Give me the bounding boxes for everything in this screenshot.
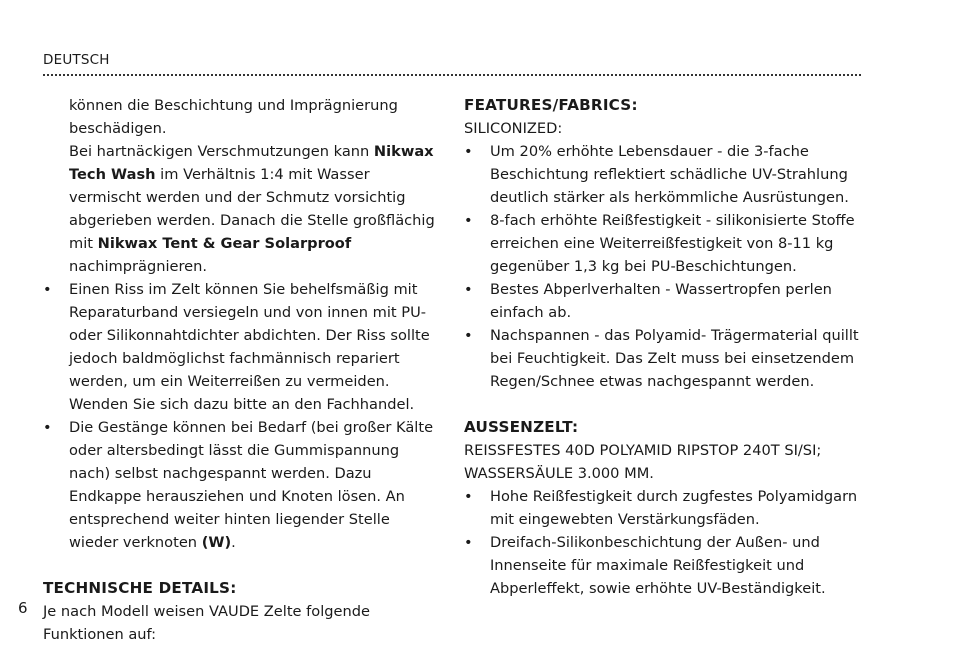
list-item-text: Die Gestänge können bei Bedarf (bei großer Kälte oder altersbedingt lässt die Gummispannung nach) selbst nachgespannt werden. Dazu Endkappe herausziehen und Knoten lösen. An entsprechend weiter hinten liegender Stelle wieder verknoten [69,419,434,551]
intro-line-2: beschädigen. [69,120,167,137]
spacer [43,554,443,577]
figure-reference: (W) [201,534,232,551]
tech-details-heading: TECHNISCHE DETAILS: [43,579,237,597]
list-item [464,278,864,324]
cleaning-text-end: nachimprägnieren. [69,258,208,275]
page-number: 6 [18,599,28,617]
list-item [464,531,864,600]
list-item [464,485,864,531]
brand-tech-wash: Nikwax Tech Wash [69,143,434,183]
siliconized-label: SILICONIZED: [464,120,563,137]
aussenzelt-list [464,485,864,600]
tech-details-text: Je nach Modell weisen VAUDE Zelte folgende Funktionen auf: [43,603,371,643]
list-item-text: Hohe Reißfestigkeit durch zugfestes Polyamidgarn mit eingewebten Verstärkungsfäden. [490,488,858,528]
features-heading: FEATURES/FABRICS: [464,96,638,114]
list-item-text: Dreifach-Silikonbeschichtung der Außen- und Innenseite für maximale Reißfestigkeit und Abperleffekt, sowie erhöhte UV-Beständigkeit. [490,534,826,597]
list-item-text: Nachspannen - das Polyamid- Trägermaterial quillt bei Feuchtigkeit. Das Zelt muss bei einsetzendem Regen/Schnee etwas nachgespannt werden. [490,327,859,390]
cleaning-text-middle: im Verhältnis 1:4 mit Wasser vermischt werden und der Schmutz vorsichtig abgerieben werden. Danach die Stelle großflächig mit [69,166,435,252]
aussenzelt-spec-1: REISSFESTES 40D POLYAMID RIPSTOP 240T SI/SI; [464,442,822,459]
list-item-text: Um 20% erhöhte Lebensdauer - die 3-fache Beschichtung reflektiert schädliche UV-Strahlung deutlich stärker als herkömmliche Ausrüstungen. [490,143,849,206]
dotted-divider [43,74,861,76]
intro-line-1: können die Beschichtung und Imprägnierung [69,97,398,114]
list-item [464,209,864,278]
list-item-text: Bestes Abperlverhalten - Wassertropfen perlen einfach ab. [490,281,832,321]
aussenzelt-heading: AUSSENZELT: [464,418,579,436]
cleaning-paragraph [43,140,443,278]
brand-solarproof: Nikwax Tent & Gear Solarproof [97,235,352,252]
cleaning-text-start: Bei hartnäckigen Verschmutzungen kann [69,143,374,160]
intro-paragraph [43,94,443,140]
aussenzelt-spec-2: WASSERSÄULE 3.000 MM. [464,465,654,482]
list-item [464,324,864,393]
list-item-text-end: . [231,534,236,551]
right-column [464,94,864,600]
siliconized-list [464,140,864,393]
list-item [43,416,443,554]
list-item [43,278,443,416]
list-item-text: 8-fach erhöhte Reißfestigkeit - silikonisierte Stoffe erreichen eine Weiterreißfestigkeit von 8-11 kg gegenüber 1,3 kg bei PU-Beschichtungen. [490,212,855,275]
language-label: DEUTSCH [43,52,110,68]
spacer [464,393,864,416]
list-item [464,140,864,209]
list-item-text: Einen Riss im Zelt können Sie behelfsmäßig mit Reparaturband versiegeln und von innen mit PU- oder Silikonnahtdichter abdichten. Der Riss sollte jedoch baldmöglichst fachmännisch repariert werden, um ein Weiterreißen zu vermeiden. Wenden Sie sich dazu bitte an den Fachhandel. [69,281,430,413]
left-column [43,94,443,646]
care-list [43,278,443,554]
